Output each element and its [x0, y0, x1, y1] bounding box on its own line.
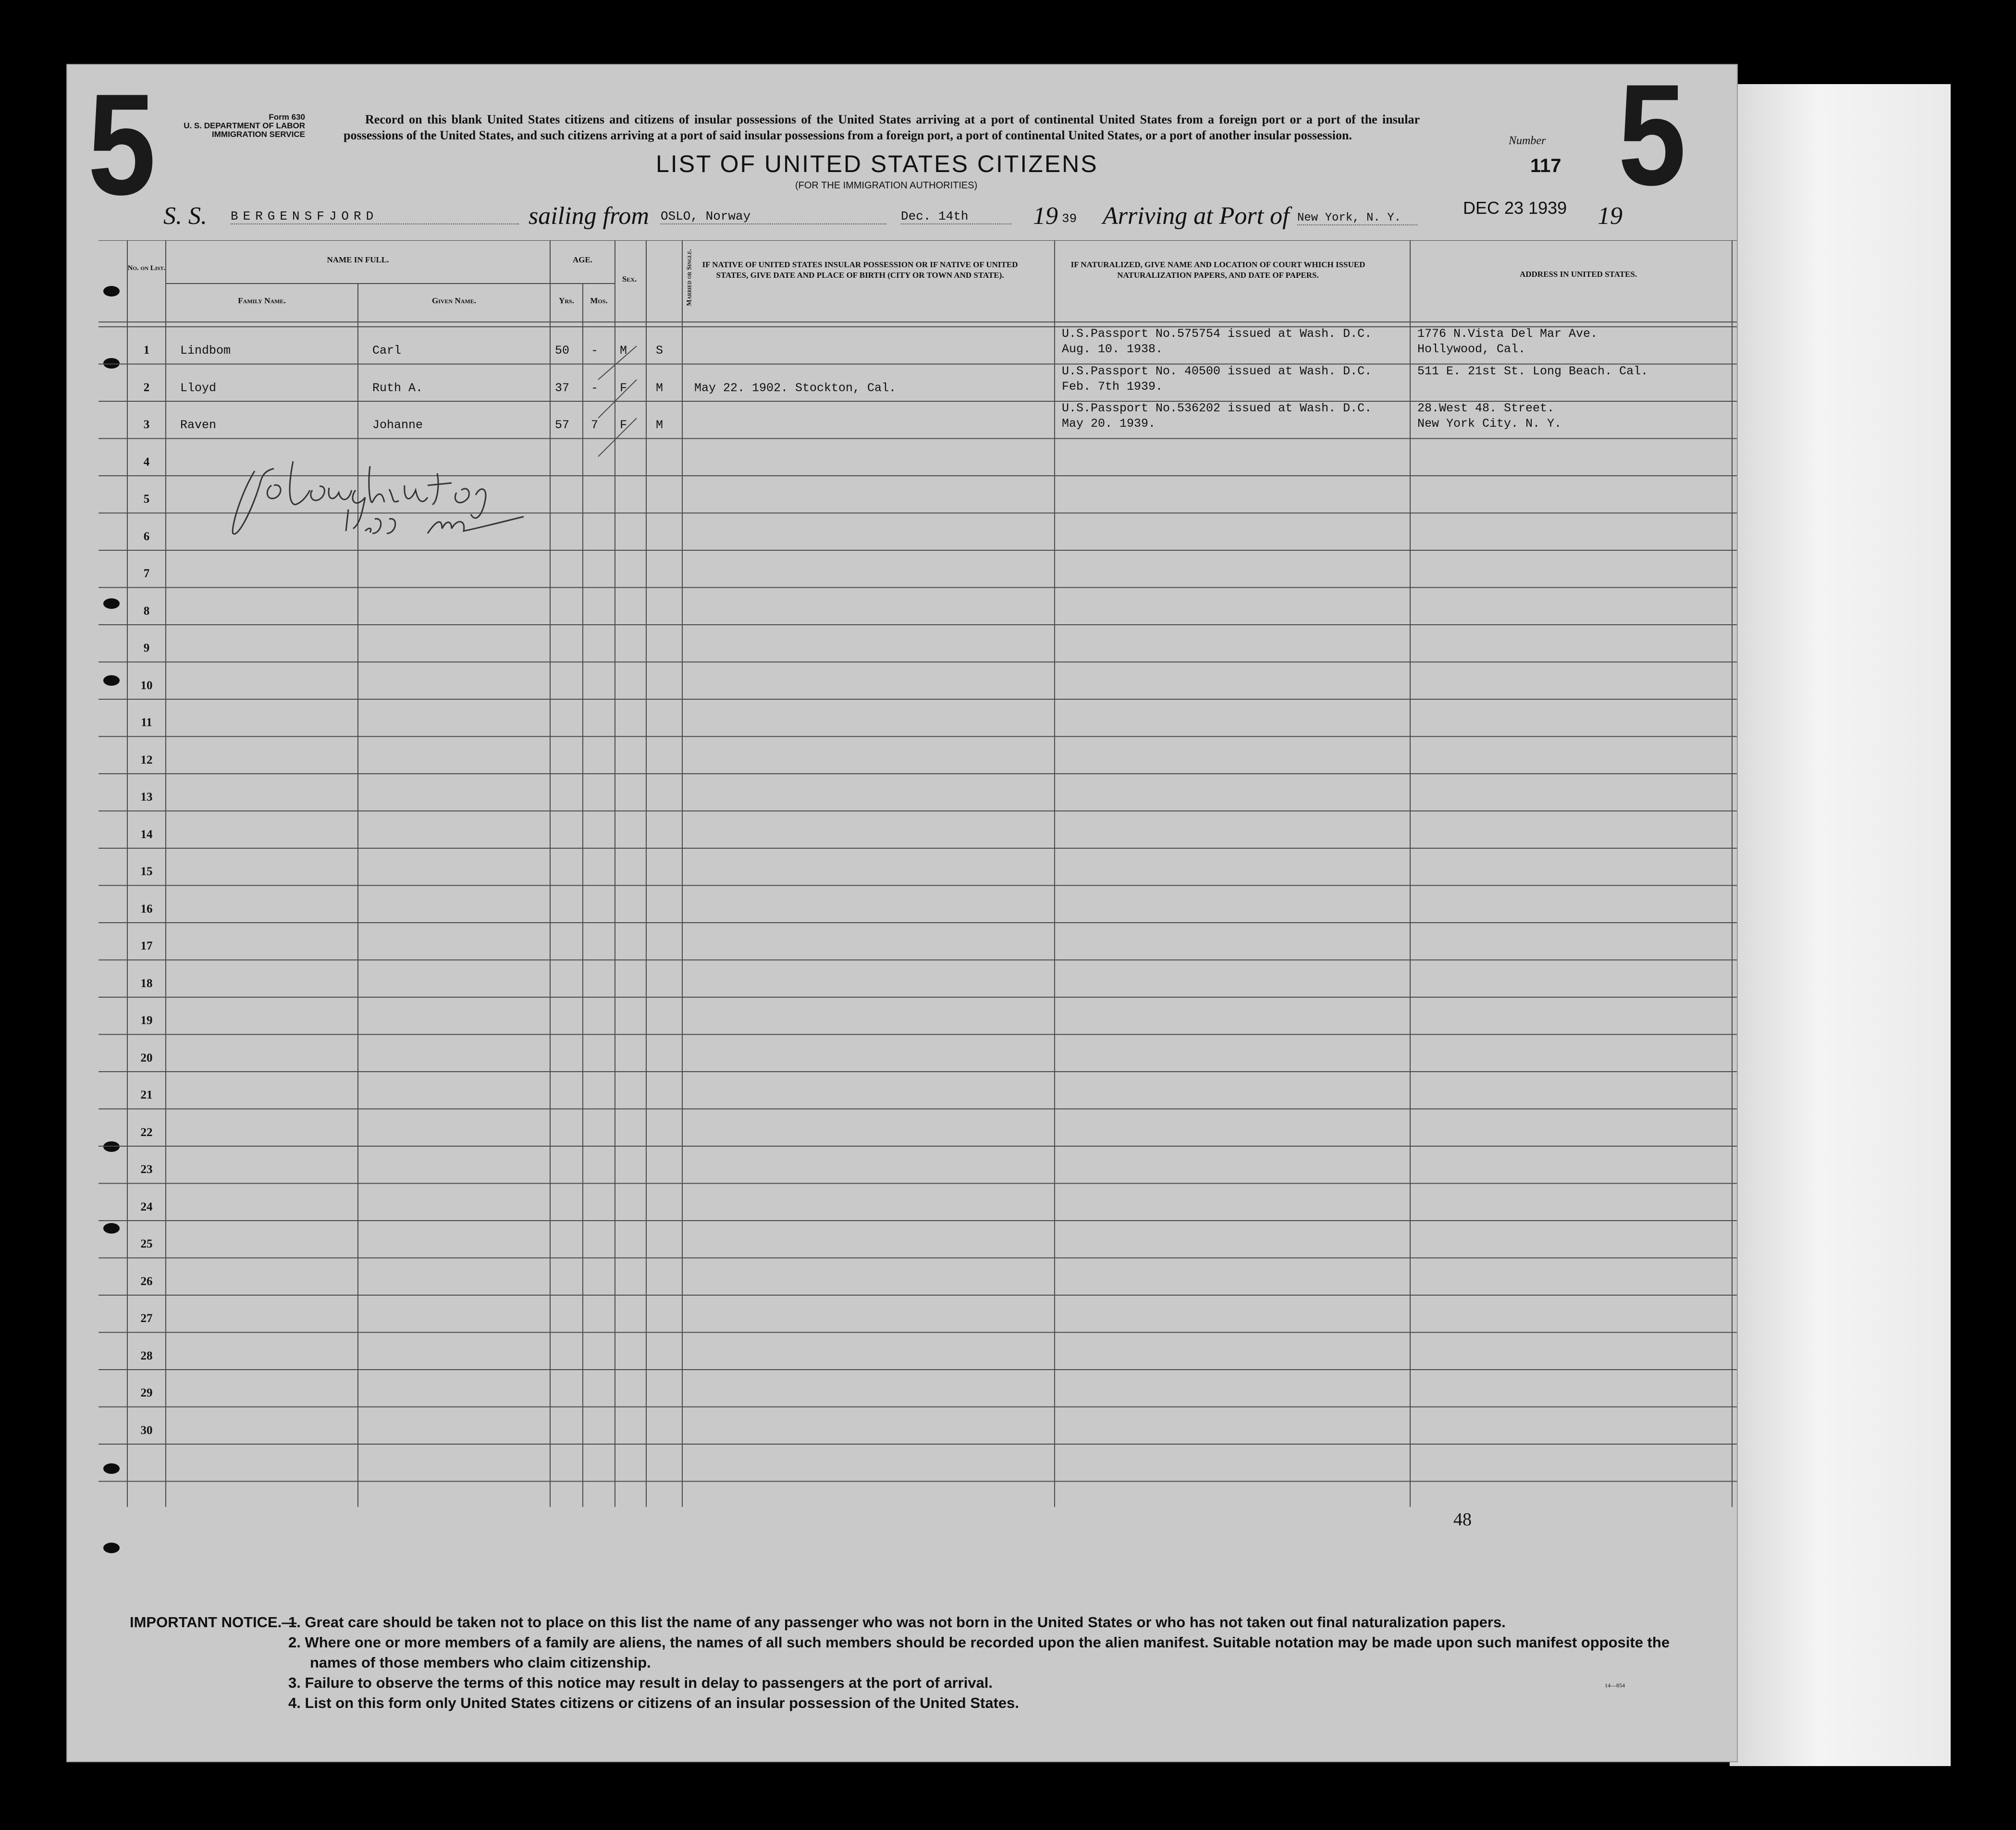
address-line-1: 511 E. 21st St. Long Beach. Cal. — [1417, 364, 1648, 378]
age-months: - — [591, 344, 599, 358]
row-number: 28 — [140, 1349, 153, 1362]
address-line-2: Hollywood, Cal. — [1417, 342, 1526, 356]
age-months: - — [591, 381, 599, 395]
naturalization-date: May 20. 1939. — [1062, 417, 1156, 431]
age-months: 7 — [591, 418, 599, 432]
family-name: Raven — [180, 418, 217, 432]
col-header-mos: Mos. — [590, 296, 608, 305]
arriving-label: Arriving at Port of — [1103, 202, 1290, 230]
row-number: 27 — [140, 1312, 153, 1325]
passenger-table — [98, 240, 1737, 1547]
age-years: 57 — [555, 418, 570, 432]
birth-info: May 22. 1902. Stockton, Cal. — [694, 381, 897, 395]
arriving-port: New York, N. Y. — [1297, 211, 1417, 225]
age-years: 50 — [555, 344, 570, 358]
sex: F — [620, 418, 627, 432]
corner-number-right: 5 — [1618, 54, 1686, 215]
row-number: 23 — [140, 1163, 153, 1176]
col-header-native-birth: IF NATIVE OF UNITED STATES INSULAR POSSESSION OR IF NATIVE OF UNITED STATES, GIVE DATE AND PLACE OF BIRTH (CITY OR TOWN AND STATE). — [702, 260, 1018, 280]
row-number: 8 — [143, 604, 150, 618]
row-number: 17 — [140, 940, 153, 952]
col-header-naturalized: IF NATURALIZED, GIVE NAME AND LOCATION OF COURT WHICH ISSUED NATURALIZATION PAPERS, AND DATE OF PAPERS. — [1070, 260, 1365, 280]
address-line-1: 28.West 48. Street. — [1417, 401, 1555, 415]
naturalization-date: Aug. 10. 1938. — [1062, 342, 1163, 356]
family-name: Lindbom — [180, 344, 231, 358]
col-header-age: AGE. — [572, 255, 593, 264]
row-number: 3 — [143, 418, 150, 431]
naturalization-papers: U.S.Passport No.536202 issued at Wash. D.C. — [1062, 401, 1372, 415]
notice-item: 2. Where one or more members of a family are aliens, the names of all such members should be recorded upon the alien manifest. Suitable notation may be made upon such manifest opposite the names of those members who claim citizenship. — [288, 1634, 1670, 1671]
row-number: 15 — [140, 865, 153, 878]
sailing-from-port: OSLO, Norway — [661, 209, 886, 224]
sex: M — [620, 344, 627, 358]
print-code: 14—854 — [1605, 1682, 1625, 1689]
marital-status: M — [656, 418, 664, 432]
year-suffix-sailing: 39 — [1062, 211, 1077, 226]
col-header-family: Family Name. — [238, 296, 286, 305]
row-number: 4 — [143, 455, 150, 469]
form-subtitle: (FOR THE IMMIGRATION AUTHORITIES) — [795, 180, 978, 191]
row-number: 16 — [140, 902, 153, 915]
row-number: 24 — [140, 1200, 153, 1213]
row-number: 6 — [143, 530, 150, 543]
row-number: 29 — [140, 1386, 153, 1399]
col-header-sex: Sex. — [622, 274, 637, 284]
notice-item: 3. Failure to observe the terms of this notice may result in delay to passengers at the port of arrival. — [288, 1674, 993, 1691]
given-name: Johanne — [372, 418, 423, 432]
number-label: Number — [1509, 135, 1546, 147]
notice-items — [288, 1612, 1672, 1713]
row-number: 10 — [140, 679, 153, 692]
marital-status: S — [656, 344, 664, 358]
year-prefix-arrival: 19 — [1598, 202, 1623, 230]
row-number: 12 — [140, 753, 153, 767]
form-instructions: Record on this blank United States citizens and citizens of insular possessions of the United States arriving at a port of continental United States from a foreign port or a port of the insular possessions of the United States, and such citizens arriving at a port of said insular possessions from a foreign port, a port of continental United States, or a port of another insular possession. — [344, 112, 1420, 142]
notice-label: IMPORTANT NOTICE.— — [130, 1614, 297, 1631]
row-number: 18 — [140, 977, 153, 990]
row-number: 22 — [140, 1125, 153, 1139]
naturalization-date: Feb. 7th 1939. — [1062, 379, 1163, 394]
ship-name: BERGENSFJORD — [231, 209, 519, 224]
corner-number-left: 5 — [87, 63, 156, 225]
table-grid — [98, 240, 1737, 1547]
col-header-marital: Married or Single. — [686, 249, 693, 306]
form-number: Form 630 — [269, 112, 305, 122]
department-name: U. S. DEPARTMENT OF LABOR — [184, 121, 305, 130]
naturalization-papers: U.S.Passport No. 40500 issued at Wash. D.C. — [1062, 364, 1372, 378]
adjacent-page-edge — [1730, 84, 1951, 1766]
notice-item: 4. List on this form only United States citizens or citizens of an insular possession of the United States. — [288, 1694, 1019, 1711]
year-prefix-sailing: 19 — [1033, 202, 1058, 230]
age-years: 37 — [555, 381, 570, 395]
col-header-name: NAME IN FULL. — [327, 255, 389, 264]
sail-date: Dec. 14th — [901, 209, 1011, 224]
sex: F — [620, 381, 627, 395]
col-header-yrs: Yrs. — [559, 296, 574, 305]
row-number: 7 — [143, 567, 150, 580]
sailing-from-label: sailing from — [529, 202, 649, 230]
service-name: IMMIGRATION SERVICE — [212, 130, 305, 139]
row-number: 19 — [140, 1014, 153, 1027]
row-number: 21 — [140, 1088, 153, 1101]
row-number: 1 — [143, 344, 150, 357]
given-name: Ruth A. — [372, 381, 423, 395]
row-number: 11 — [141, 716, 152, 729]
col-header-given: Given Name. — [431, 296, 476, 305]
row-number: 2 — [143, 381, 150, 394]
marital-status: M — [656, 381, 664, 395]
naturalization-papers: U.S.Passport No.575754 issued at Wash. D.C. — [1062, 327, 1372, 341]
form-department-block — [180, 113, 305, 139]
arrival-date-stamp: DEC 23 1939 — [1463, 198, 1567, 218]
form-title: LIST OF UNITED STATES CITIZENS — [656, 150, 1098, 177]
row-number: 25 — [140, 1237, 153, 1250]
row-number: 20 — [140, 1051, 153, 1064]
given-name: Carl — [372, 344, 402, 358]
row-number: 13 — [140, 791, 153, 804]
row-number: 14 — [140, 828, 153, 841]
row-number: 26 — [140, 1274, 153, 1288]
notice-item: 1. Great care should be taken not to place on this list the name of any passenger who was not born in the United States or who has not taken out final naturalization papers. — [288, 1614, 1506, 1631]
row-number: 9 — [143, 642, 150, 655]
row-number: 30 — [140, 1423, 153, 1437]
list-number: 117 — [1530, 155, 1561, 176]
address-line-2: New York City. N. Y. — [1417, 417, 1562, 431]
family-name: Lloyd — [180, 381, 217, 395]
col-header-no: No. on List. — [127, 264, 166, 272]
address-line-1: 1776 N.Vista Del Mar Ave. — [1417, 327, 1598, 341]
inspector-signature — [226, 457, 697, 562]
page-tally: 48 — [1453, 1509, 1472, 1530]
col-header-address: ADDRESS IN UNITED STATES. — [1519, 270, 1637, 279]
ss-label: S. S. — [163, 202, 207, 230]
row-number: 5 — [143, 493, 150, 506]
